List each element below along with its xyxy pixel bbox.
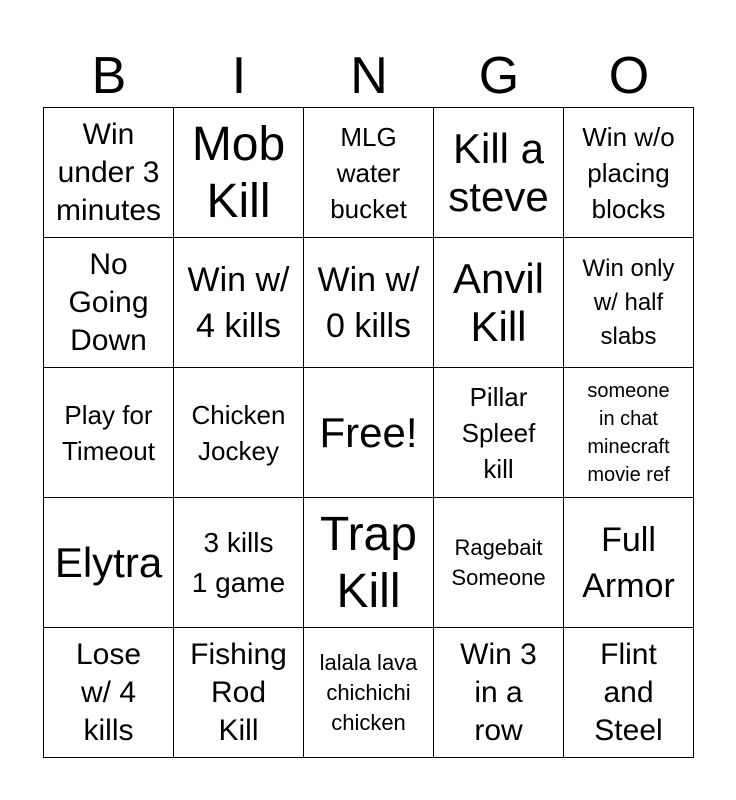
- bingo-cell[interactable]: [174, 498, 304, 628]
- bingo-cell[interactable]: [304, 628, 434, 758]
- bingo-cell[interactable]: [564, 108, 694, 238]
- bingo-cell[interactable]: [304, 498, 434, 628]
- header-letter-g: G: [478, 47, 520, 105]
- bingo-cell[interactable]: [434, 498, 564, 628]
- header-letter-b: B: [91, 47, 127, 105]
- bingo-cell[interactable]: [304, 238, 434, 368]
- bingo-cell[interactable]: [44, 498, 174, 628]
- cell-label: someone in chat minecraft movie ref: [587, 379, 670, 486]
- cell-label: Kill a steve: [448, 124, 549, 220]
- bingo-cell[interactable]: [174, 368, 304, 498]
- bingo-cell[interactable]: [174, 108, 304, 238]
- cell-label: Pillar Spleef kill: [461, 381, 536, 484]
- bingo-cell[interactable]: [44, 108, 174, 238]
- cell-label: Lose w/ 4 kills: [75, 637, 142, 747]
- bingo-cell[interactable]: [434, 628, 564, 758]
- bingo-header: [44, 44, 694, 108]
- cell-label: Full Armor: [582, 520, 675, 605]
- header-letter-o: O: [608, 47, 650, 105]
- cell-label: Free!: [319, 408, 418, 456]
- bingo-cell[interactable]: [174, 628, 304, 758]
- bingo-cell[interactable]: [564, 498, 694, 628]
- cell-label: Flint and Steel: [594, 637, 663, 747]
- cell-label: Anvil Kill: [452, 254, 545, 350]
- cell-label: Win w/ 4 kills: [187, 260, 290, 345]
- cell-label: lalala lava chichichi chicken: [319, 649, 418, 735]
- cell-label: Win 3 in a row: [460, 637, 537, 747]
- cell-label: 3 kills 1 game: [191, 526, 286, 598]
- bingo-cell[interactable]: [44, 238, 174, 368]
- cell-label: Win w/ 0 kills: [317, 260, 420, 345]
- header-letter-n: N: [350, 47, 388, 105]
- cell-label: Ragebait Someone: [451, 534, 546, 590]
- header-letter-i: I: [231, 47, 247, 105]
- cell-label: Chicken Jockey: [191, 399, 286, 466]
- bingo-board: [43, 107, 694, 758]
- bingo-cell[interactable]: [44, 368, 174, 498]
- cell-label: Play for Timeout: [62, 399, 155, 466]
- bingo-cell[interactable]: [434, 368, 564, 498]
- cell-label: Trap Kill: [320, 507, 417, 618]
- bingo-cell[interactable]: [434, 108, 564, 238]
- bingo-cell[interactable]: [174, 238, 304, 368]
- cell-label: No Going Down: [68, 247, 149, 357]
- bingo-cell[interactable]: [434, 238, 564, 368]
- bingo-cell[interactable]: [564, 238, 694, 368]
- cell-label: Fishing Rod Kill: [190, 637, 287, 747]
- cell-label: Win only w/ half slabs: [582, 254, 675, 350]
- bingo-cell[interactable]: [44, 628, 174, 758]
- bingo-cell[interactable]: [564, 368, 694, 498]
- cell-label: Mob Kill: [191, 117, 286, 228]
- cell-label: Elytra: [54, 538, 163, 586]
- bingo-cell[interactable]: [564, 628, 694, 758]
- cell-label: Win under 3 minutes: [55, 117, 162, 227]
- cell-label: MLG water bucket: [330, 121, 407, 224]
- bingo-cell[interactable]: [304, 108, 434, 238]
- cell-label: Win w/o placing blocks: [582, 121, 675, 224]
- bingo-cell[interactable]: [304, 368, 434, 498]
